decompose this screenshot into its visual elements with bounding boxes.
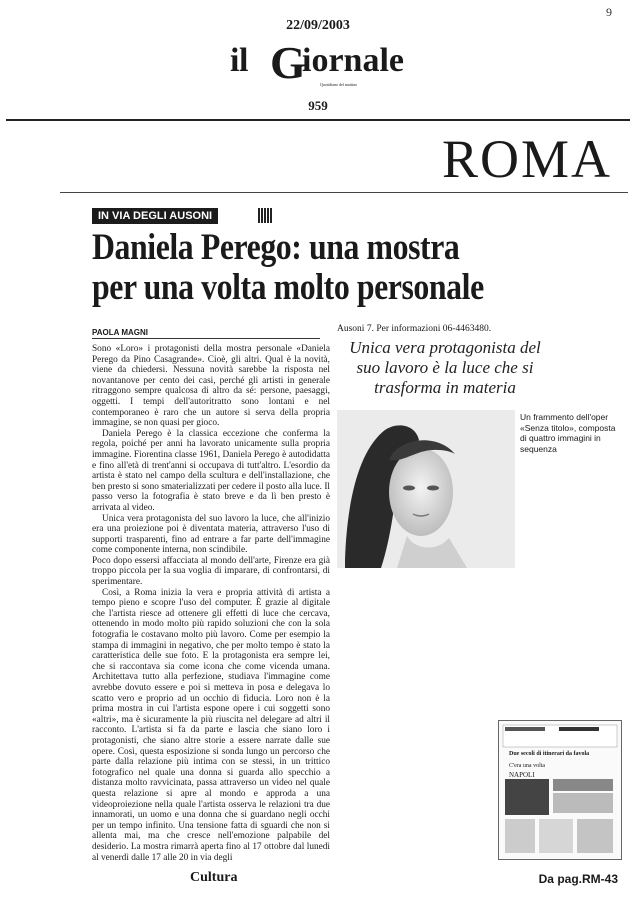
masthead-logo: [230, 37, 450, 88]
thumbnail-title: Due secoli di itinerari da favola: [509, 751, 590, 757]
article-author: PAOLA MAGNI: [92, 328, 320, 339]
article-continuation: Ausoni 7. Per informazioni 06-4463480.: [337, 324, 492, 334]
body-paragraph: Così, a Roma inizia la vera e propria attività di artista a tempo pieno e scopre l'uso del computer. È grazie al digitale che l'artista riesce ad ottenere gli effetti di luce che cercava, ottenendo in modo molto più rapido soluzioni che con la sola fotografia le costavano molto più lavoro. Come per esempio la stampa di immagini in negativo, che per molto tempo è stato la caratteristica delle sue foto. E la protagonista era sempre lei, che si raccontava sia come icona che come vicenda umana. Architettava tutto alla perfezione, studiava l'immagine come avrebbe dovuto essere e poi si metteva in posa e delegava lo scatto vero e proprio ad un occhio di fiducia. Loro non è la prima mostra in cui l'artista espone opere i cui soggetti sono «altri», ma è sicuramente la più riuscita nel delegare ad altri il racconto. L'artista si fa da parte e lascia che siano loro i protagonisti, che siano altre storie a essere narrate dalle sue opere. Così, questa esposizione si sonda lungo un percorso che parte dalla relazione più intima con se stessi, in un trittico fotografico nel quale una donna si guarda allo specchio a distanza molto ravvicinata, passa attraverso un video nel quale questa relazione si apre al mondo e approda a una videoproiezione nella quale l'artista osserva le relazioni tra due innamorati, un uomo e una donna che si guardano negli occhi per un tempo infinito. Una tensione fatta di sguardi che non si allenta mai, ma che cresce nell'emozione palpabile del desiderio. La mostra rimarrà aperta fino al 17 ottobre dal lunedì al venerdì dalle 17 alle 20 in via degli: [92, 587, 330, 862]
thumbnail-layout-image: [499, 721, 621, 859]
masthead-part-2: G: [270, 37, 306, 88]
thumbnail-subtitle: C'era una volta: [509, 763, 546, 769]
article-headline: [92, 228, 505, 308]
footer-section: Cultura: [190, 870, 238, 885]
pull-quote: Unica vera protagonista del suo lavoro è la luce che si trasforma in materia: [349, 338, 541, 397]
body-paragraph: Unica vera protagonista del suo lavoro la luce, che all'inizio era una proiezione poi è diventata materia, attraverso l'uso di supporti trasparenti, fino ad entrare a far parte dell'immagine come componente interna, non scindibile.: [92, 513, 330, 556]
thumbnail-city: NAPOLI: [509, 771, 535, 779]
section-divider: [60, 192, 628, 193]
footer-page-ref: Da pag.RM-43: [538, 872, 618, 886]
article-body: [92, 344, 330, 862]
article-kicker: IN VIA DEGLI AUSONI: [92, 208, 218, 224]
artwork-photo-image: [337, 410, 515, 568]
kicker-decoration: [258, 208, 272, 223]
headline-line-2: per una volta molto personale: [92, 267, 484, 308]
masthead-tagline: Quotidiano del mattino: [320, 82, 358, 87]
body-paragraph: Sono «Loro» i protagonisti della mostra personale «Daniela Perego da Pino Casagrande». Cioè, gli altri. Qual è la novità, viene da chiedersi. Nessuna novità sarebbe la risposta nel novantanove per cento dei casi, perché gli artisti in generale ritraggono sempre qualcosa di altro da sé: persone, paesaggi, oggetti. I tempi dell'autoritratto sono lontani e nel contemporaneo è raro che un autore si serva della propria immagine, se non quasi per gioco.: [92, 344, 330, 429]
publication-date: 22/09/2003: [286, 18, 350, 33]
body-paragraph: Poco dopo essersi affacciata al mondo dell'arte, Firenze era già troppo piccola per la sua voglia di imparare, di confrontarsi, di sperimentare.: [92, 555, 330, 588]
page-number: 9: [606, 5, 612, 19]
photo-caption: Un frammento dell'oper «Senza titolo», composta di quattro immagini in sequenza: [520, 412, 616, 454]
masthead-part-3: iornale: [302, 42, 404, 79]
masthead-part-1: il: [230, 42, 248, 79]
artwork-photo: [337, 410, 515, 568]
header-divider: [6, 119, 630, 121]
clipping-code: 959: [308, 98, 328, 113]
section-header: ROMA: [441, 129, 612, 189]
page-thumbnail: [498, 720, 622, 860]
headline-line-1: Daniela Perego: una mostra: [92, 227, 460, 268]
body-paragraph: Daniela Perego è la classica eccezione che conferma la regola, poiché per anni ha lavorato unicamente sulla propria immagine. Fiorentina classe 1961, Daniela Perego è autodidatta e fino all'età di trent'anni si occupava di tutt'altro. L'esordio da artista è stato nel campo della scultura e dell'installazione, che ben presto si sono smaterializzati per cedere il posto alla luce. Il passo verso la fotografia è stato breve e da lì ben presto è arrivata al video.: [92, 428, 330, 513]
